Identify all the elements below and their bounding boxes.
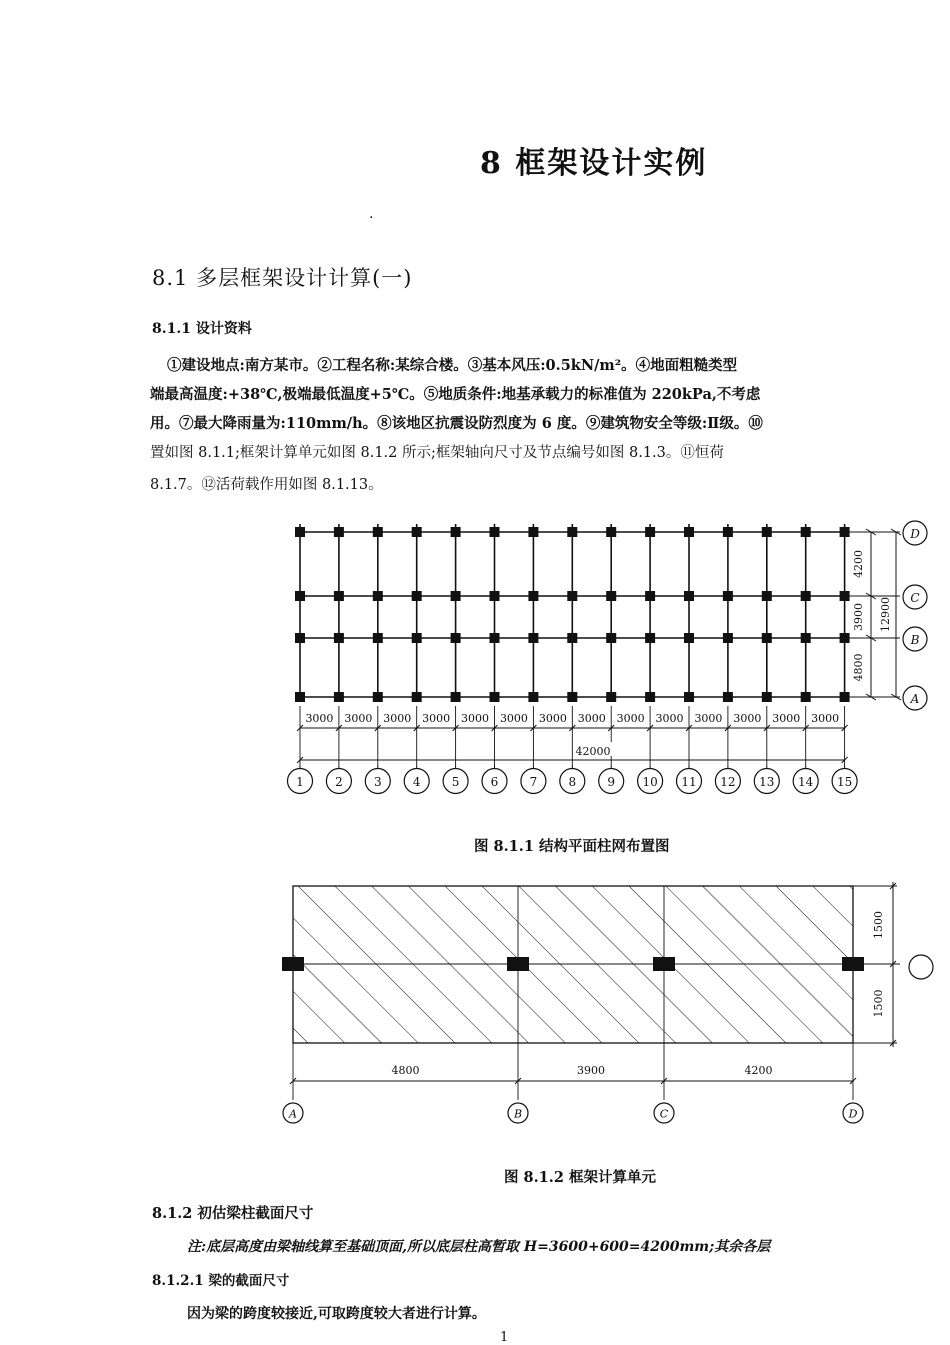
axis-label: 7	[529, 775, 538, 789]
dimension-label: 4800	[852, 653, 865, 682]
column-marker	[684, 591, 694, 601]
section-heading: 8.1 多层框架设计计算(一)	[152, 266, 413, 290]
paragraph-line: 置如图 8.1.1;框架计算单元如图 8.1.2 所示;框架轴向尺寸及节点编号如图 8.1.3。⑪恒荷	[150, 445, 724, 461]
column-marker	[645, 692, 655, 702]
paragraph-line: 用。⑦最大降雨量为:110mm/h。⑧该地区抗震设防烈度为 6 度。⑨建筑物安全等级:Ⅱ级。⑩	[150, 415, 763, 432]
column-marker	[334, 591, 344, 601]
column-marker	[606, 527, 616, 537]
dimension-label: 3000	[538, 712, 567, 725]
column-marker	[606, 633, 616, 643]
axis-label: D	[910, 527, 920, 541]
column-marker	[412, 527, 422, 537]
column-marker	[451, 527, 461, 537]
dimension-label: 12900	[879, 597, 892, 632]
column-marker	[801, 692, 811, 702]
column-marker	[295, 633, 305, 643]
axis-label: 8	[568, 775, 577, 789]
paragraph-line: 因为梁的跨度较接近,可取跨度较大者进行计算。	[187, 1306, 486, 1322]
axis-label: 15	[836, 775, 853, 789]
axis-label: 12	[720, 775, 736, 789]
axis-label: 6	[490, 775, 499, 789]
column-marker	[373, 633, 383, 643]
dimension-label: 3000	[616, 712, 645, 725]
axis-label: B	[513, 1107, 523, 1121]
figure-column-grid-plan	[288, 521, 928, 794]
axis-label: 9	[607, 775, 616, 789]
axis-label: A	[289, 1107, 297, 1121]
column-marker	[801, 591, 811, 601]
column-marker	[645, 527, 655, 537]
column-marker	[528, 692, 538, 702]
note-text: 注:底层高度由梁轴线算至基础顶面,所以底层柱高暂取 H=3600+600=4200mm;其余各层	[187, 1239, 771, 1255]
column-marker	[295, 527, 305, 537]
dimension-label: 3000	[811, 712, 840, 725]
column-marker	[451, 591, 461, 601]
dimension-label: 4200	[744, 1064, 773, 1077]
column-marker	[412, 633, 422, 643]
column-marker	[567, 633, 577, 643]
dimension-label: 3000	[733, 712, 762, 725]
stray-mark: .	[369, 206, 374, 222]
paragraph-line: 端最高温度:+38℃,极端最低温度+5℃。⑤地质条件:地基承载力的标准值为 220kPa,不考虑	[150, 386, 761, 403]
column-marker	[490, 633, 500, 643]
axis-label: C	[910, 591, 920, 605]
column-marker	[801, 633, 811, 643]
subsection-heading-8-1-2: 8.1.2 初估梁柱截面尺寸	[152, 1205, 314, 1222]
subsection-heading-8-1-1: 8.1.1 设计资料	[152, 321, 252, 337]
column-marker	[412, 591, 422, 601]
axis-label: A	[910, 692, 920, 706]
paragraph-line: ①建设地点:南方某市。②工程名称:某综合楼。③基本风压:0.5kN/m²。④地面粗糙类型	[167, 357, 738, 374]
axis-label: 11	[681, 775, 697, 789]
axis-label: C	[659, 1107, 669, 1121]
column-marker	[334, 692, 344, 702]
subsection-heading-8-1-2-1: 8.1.2.1 梁的截面尺寸	[152, 1273, 290, 1289]
column-marker	[762, 692, 772, 702]
dimension-label: 3000	[461, 712, 490, 725]
column-marker	[684, 692, 694, 702]
dimension-label: 4200	[852, 550, 865, 578]
column-marker	[723, 692, 733, 702]
dimension-label: 3900	[577, 1064, 605, 1077]
column-marker	[723, 633, 733, 643]
column-marker	[507, 957, 529, 971]
column-marker	[567, 692, 577, 702]
dimension-label: 3000	[499, 712, 528, 725]
column-marker	[490, 692, 500, 702]
paragraph-line: 8.1.7。⑫活荷载作用如图 8.1.13。	[150, 477, 383, 493]
dimension-label: 3000	[422, 712, 451, 725]
dimension-label: 3000	[344, 712, 373, 725]
dimension-label: 3000	[577, 712, 606, 725]
column-marker	[606, 591, 616, 601]
dimension-label: 42000	[575, 745, 611, 758]
column-marker	[567, 591, 577, 601]
axis-bubble	[909, 955, 933, 979]
axis-label: 3	[373, 775, 382, 789]
axis-label: B	[910, 633, 920, 647]
dimension-label: 3000	[655, 712, 684, 725]
column-marker	[606, 692, 616, 702]
axis-label: 14	[798, 775, 814, 789]
dimension-label: 1500	[872, 911, 885, 939]
column-marker	[373, 591, 383, 601]
column-marker	[528, 633, 538, 643]
dimension-label: 1500	[872, 989, 885, 1018]
column-marker	[282, 957, 304, 971]
column-marker	[762, 527, 772, 537]
figure-frame-calculation-unit	[282, 882, 933, 1123]
column-marker	[653, 957, 675, 971]
dimension-label: 3000	[305, 712, 334, 725]
column-marker	[528, 527, 538, 537]
column-marker	[451, 633, 461, 643]
column-marker	[373, 692, 383, 702]
axis-label: 10	[642, 775, 658, 789]
column-marker	[567, 527, 577, 537]
dimension-label: 3900	[852, 603, 865, 631]
figure1-caption: 图 8.1.1 结构平面柱网布置图	[474, 838, 670, 855]
dimension-label: 3000	[772, 712, 801, 725]
dimension-label: 3000	[694, 712, 723, 725]
column-marker	[373, 527, 383, 537]
column-marker	[295, 692, 305, 702]
column-marker	[334, 633, 344, 643]
column-marker	[412, 692, 422, 702]
column-marker	[490, 527, 500, 537]
column-marker	[645, 633, 655, 643]
column-marker	[645, 591, 655, 601]
figure2-caption: 图 8.1.2 框架计算单元	[504, 1169, 656, 1186]
column-marker	[295, 591, 305, 601]
axis-label: 4	[412, 775, 421, 789]
column-marker	[684, 527, 694, 537]
column-marker	[451, 692, 461, 702]
dimension-label: 4800	[391, 1064, 420, 1077]
column-marker	[334, 527, 344, 537]
column-marker	[723, 591, 733, 601]
column-marker	[801, 527, 811, 537]
axis-label: 5	[451, 775, 460, 789]
axis-label: 13	[759, 775, 775, 789]
column-marker	[528, 591, 538, 601]
column-marker	[762, 633, 772, 643]
axis-label: 2	[335, 775, 343, 789]
column-marker	[762, 591, 772, 601]
dimension-label: 3000	[383, 712, 412, 725]
column-marker	[684, 633, 694, 643]
column-marker	[723, 527, 733, 537]
axis-label: D	[848, 1107, 858, 1121]
chapter-title: 8 框架设计实例	[480, 146, 708, 181]
axis-label: 1	[296, 775, 304, 789]
column-marker	[490, 591, 500, 601]
page-fragment: 1	[500, 1330, 509, 1345]
